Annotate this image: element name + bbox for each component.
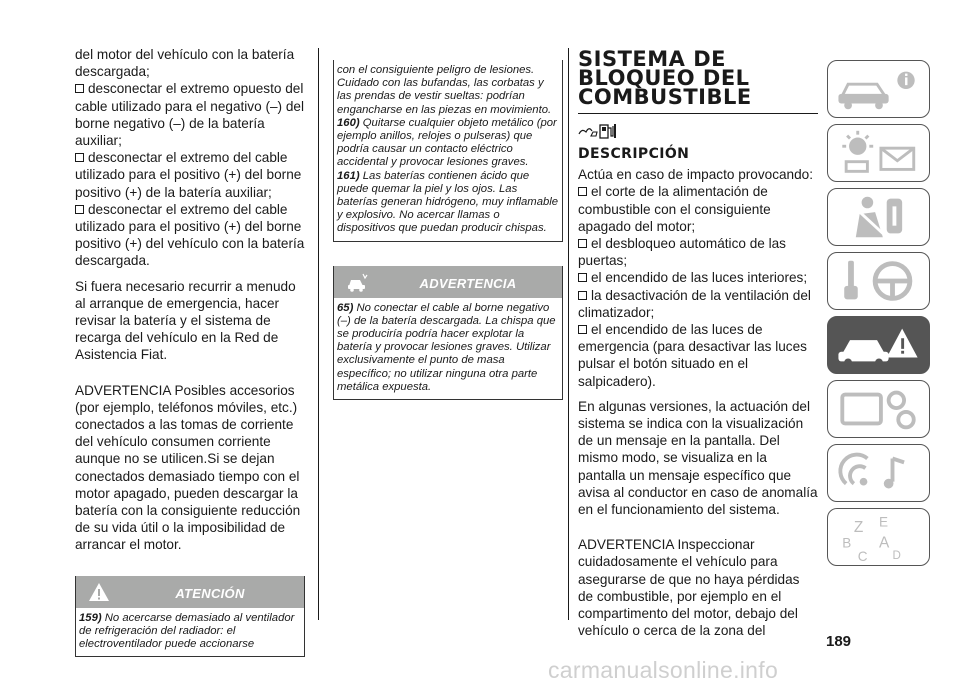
paragraph: Si fuera necesario recurrir a menudo al arranque de emergencia, hacer revisar la batería y el sistema de recarga del vehículo en la Red de Asistencia Fiat.: [75, 278, 296, 363]
title-rule: [578, 113, 818, 114]
warning-lights-icon: [828, 125, 929, 181]
section-subtitle: DESCRIPCIÓN: [578, 146, 690, 162]
index-letters-icon: [828, 509, 929, 565]
note-text: No conectar el cable al borne negativo (–) de la batería descargada. La chispa que se produciría podría hacer explotar la batería y provocar lesiones graves. Utilizar exclusivamente el punto de masa específico; no utilizar ninguna otra parte metálica expuesta.: [337, 301, 556, 393]
svg-text:C: C: [857, 549, 868, 565]
chapter-tab-dashboard[interactable]: [827, 60, 930, 118]
svg-text:D: D: [892, 550, 901, 563]
chapter-tab-multimedia[interactable]: [827, 444, 930, 502]
paragraph: ADVERTENCIA Inspeccionar cuidadosamente el vehículo para asegurarse de que no haya pérdidas de combustible, por ejemplo en el compartimento del motor, debajo del vehículo o cerca de la zona del: [578, 537, 800, 639]
attention-box: [75, 576, 305, 658]
section-title: SISTEMA DE BLOQUEO DEL COMBUSTIBLE: [578, 47, 752, 109]
intro-text: Actúa en caso de impacto provocando:: [578, 167, 814, 183]
note-text: con el consiguiente peligro de lesiones. Cuidado con las bufandas, las corbatas y las prendas de vestir sueltas: podrían engancharse en las piezas en movimiento.: [337, 64, 552, 116]
svg-text:Z: Z: [853, 519, 864, 537]
chapter-tab-starting[interactable]: [827, 252, 930, 310]
column-divider: [318, 48, 319, 620]
svg-text:E: E: [878, 514, 888, 530]
advertencia-box: [333, 266, 563, 400]
note-number: 159): [79, 611, 102, 624]
list-item: la desactivación de la ventilación del climatizador;: [578, 287, 811, 320]
list-item: el encendido de las luces interiores;: [578, 269, 818, 286]
column-left: [75, 46, 305, 657]
list-item: desconectar el extremo del cable utilizado para el positivo (+) del borne positivo (+) de la batería auxiliar;: [75, 150, 302, 200]
list-item: desconectar el extremo del cable utilizado para el positivo (+) del borne positivo (+) del vehículo con la batería descargada.: [75, 201, 305, 269]
attention-body-continued: [333, 60, 563, 242]
column-divider: [568, 48, 569, 620]
chapter-tab-warnings[interactable]: [827, 124, 930, 182]
chapter-tab-index[interactable]: [827, 508, 930, 566]
fuel-cutoff-icon: [578, 122, 620, 140]
column-right: [578, 47, 818, 639]
paragraph: En algunas versiones, la actuación del sistema se indica con la visualización de un mensaje en la pantalla. Del mismo modo, se visualiza en la pantalla un mensaje específico que avisa al conductor en caso de anomalía en el funcionamiento del sistema.: [578, 398, 818, 518]
checkbox-bullet-icon: [578, 239, 587, 248]
page-number: 189: [826, 633, 852, 650]
list-item: el desbloqueo automático de las puertas;: [578, 236, 786, 269]
chapter-tab-maintenance[interactable]: [827, 380, 930, 438]
emergency-car-icon: [828, 317, 929, 373]
intro-text: del motor del vehículo con la batería descargada;: [75, 47, 295, 80]
attention-header: [76, 576, 304, 608]
checkbox-bullet-icon: [578, 273, 587, 282]
checkbox-bullet-icon: [75, 153, 84, 162]
column-middle: [333, 60, 563, 400]
note-text: Quitarse cualquier objeto metálico (por ejemplo anillos, relojes o pulseras) que podría causar un contacto eléctrico accidental y provocar lesiones graves.: [337, 116, 557, 169]
note-number: 65): [337, 301, 354, 314]
chapter-tab-safety[interactable]: [827, 188, 930, 246]
watermark-text: carmanualsonline.info: [548, 657, 779, 683]
checkbox-bullet-icon: [578, 325, 587, 334]
note-number: 161): [337, 169, 360, 182]
attention-body: [76, 608, 304, 657]
note-text: No acercarse demasiado al ventilador de refrigeración del radiador: el electroventilador puede accionarse: [79, 611, 295, 651]
svg-text:A: A: [878, 534, 890, 552]
svg-text:B: B: [842, 535, 852, 551]
checkbox-bullet-icon: [578, 187, 587, 196]
attention-label: ATENCIÓN: [175, 585, 245, 601]
paragraph: ADVERTENCIA Posibles accesorios (por ejemplo, teléfonos móviles, etc.) conectados a las tomas de corriente del vehículo consumen corriente aunque no se utilicen.Si se dejan conectados demasiado tiempo con el motor apagado, pueden descargar la batería con la consiguiente reducción de su vida útil o la imposibilidad de arrancar el motor.: [75, 382, 301, 553]
key-steering-wheel-icon: [828, 253, 929, 309]
note-number: 160): [337, 116, 360, 129]
advertencia-label: ADVERTENCIA: [419, 275, 517, 291]
list-item: el corte de la alimentación de combustible con el consiguiente apagado del motor;: [578, 184, 771, 234]
seatbelt-safety-icon: [828, 189, 929, 245]
chapter-tab-emergency[interactable]: [827, 316, 930, 374]
advertencia-header: [334, 266, 562, 298]
list-item: el encendido de las luces de emergencia (para desactivar las luces pulsar el botón situado en el salpicadero).: [578, 322, 807, 389]
checkbox-bullet-icon: [75, 84, 84, 93]
checkbox-bullet-icon: [75, 205, 84, 214]
maintenance-gears-icon: [828, 381, 929, 437]
chapter-sidebar: [827, 60, 930, 572]
list-item: desconectar el extremo opuesto del cable utilizado para el negativo (–) del borne negativo (–) de la batería auxiliar;: [75, 81, 304, 149]
note-text: Las baterías contienen ácido que puede quemar la piel y los ojos. Las baterías generan hidrógeno, muy inflamable y explosivo. No acercar llamas o dispositivos que puedan producir chispas.: [337, 169, 559, 235]
multimedia-icon: [828, 445, 929, 501]
car-info-icon: [828, 61, 929, 117]
advertencia-body: [334, 298, 562, 399]
checkbox-bullet-icon: [578, 291, 587, 300]
